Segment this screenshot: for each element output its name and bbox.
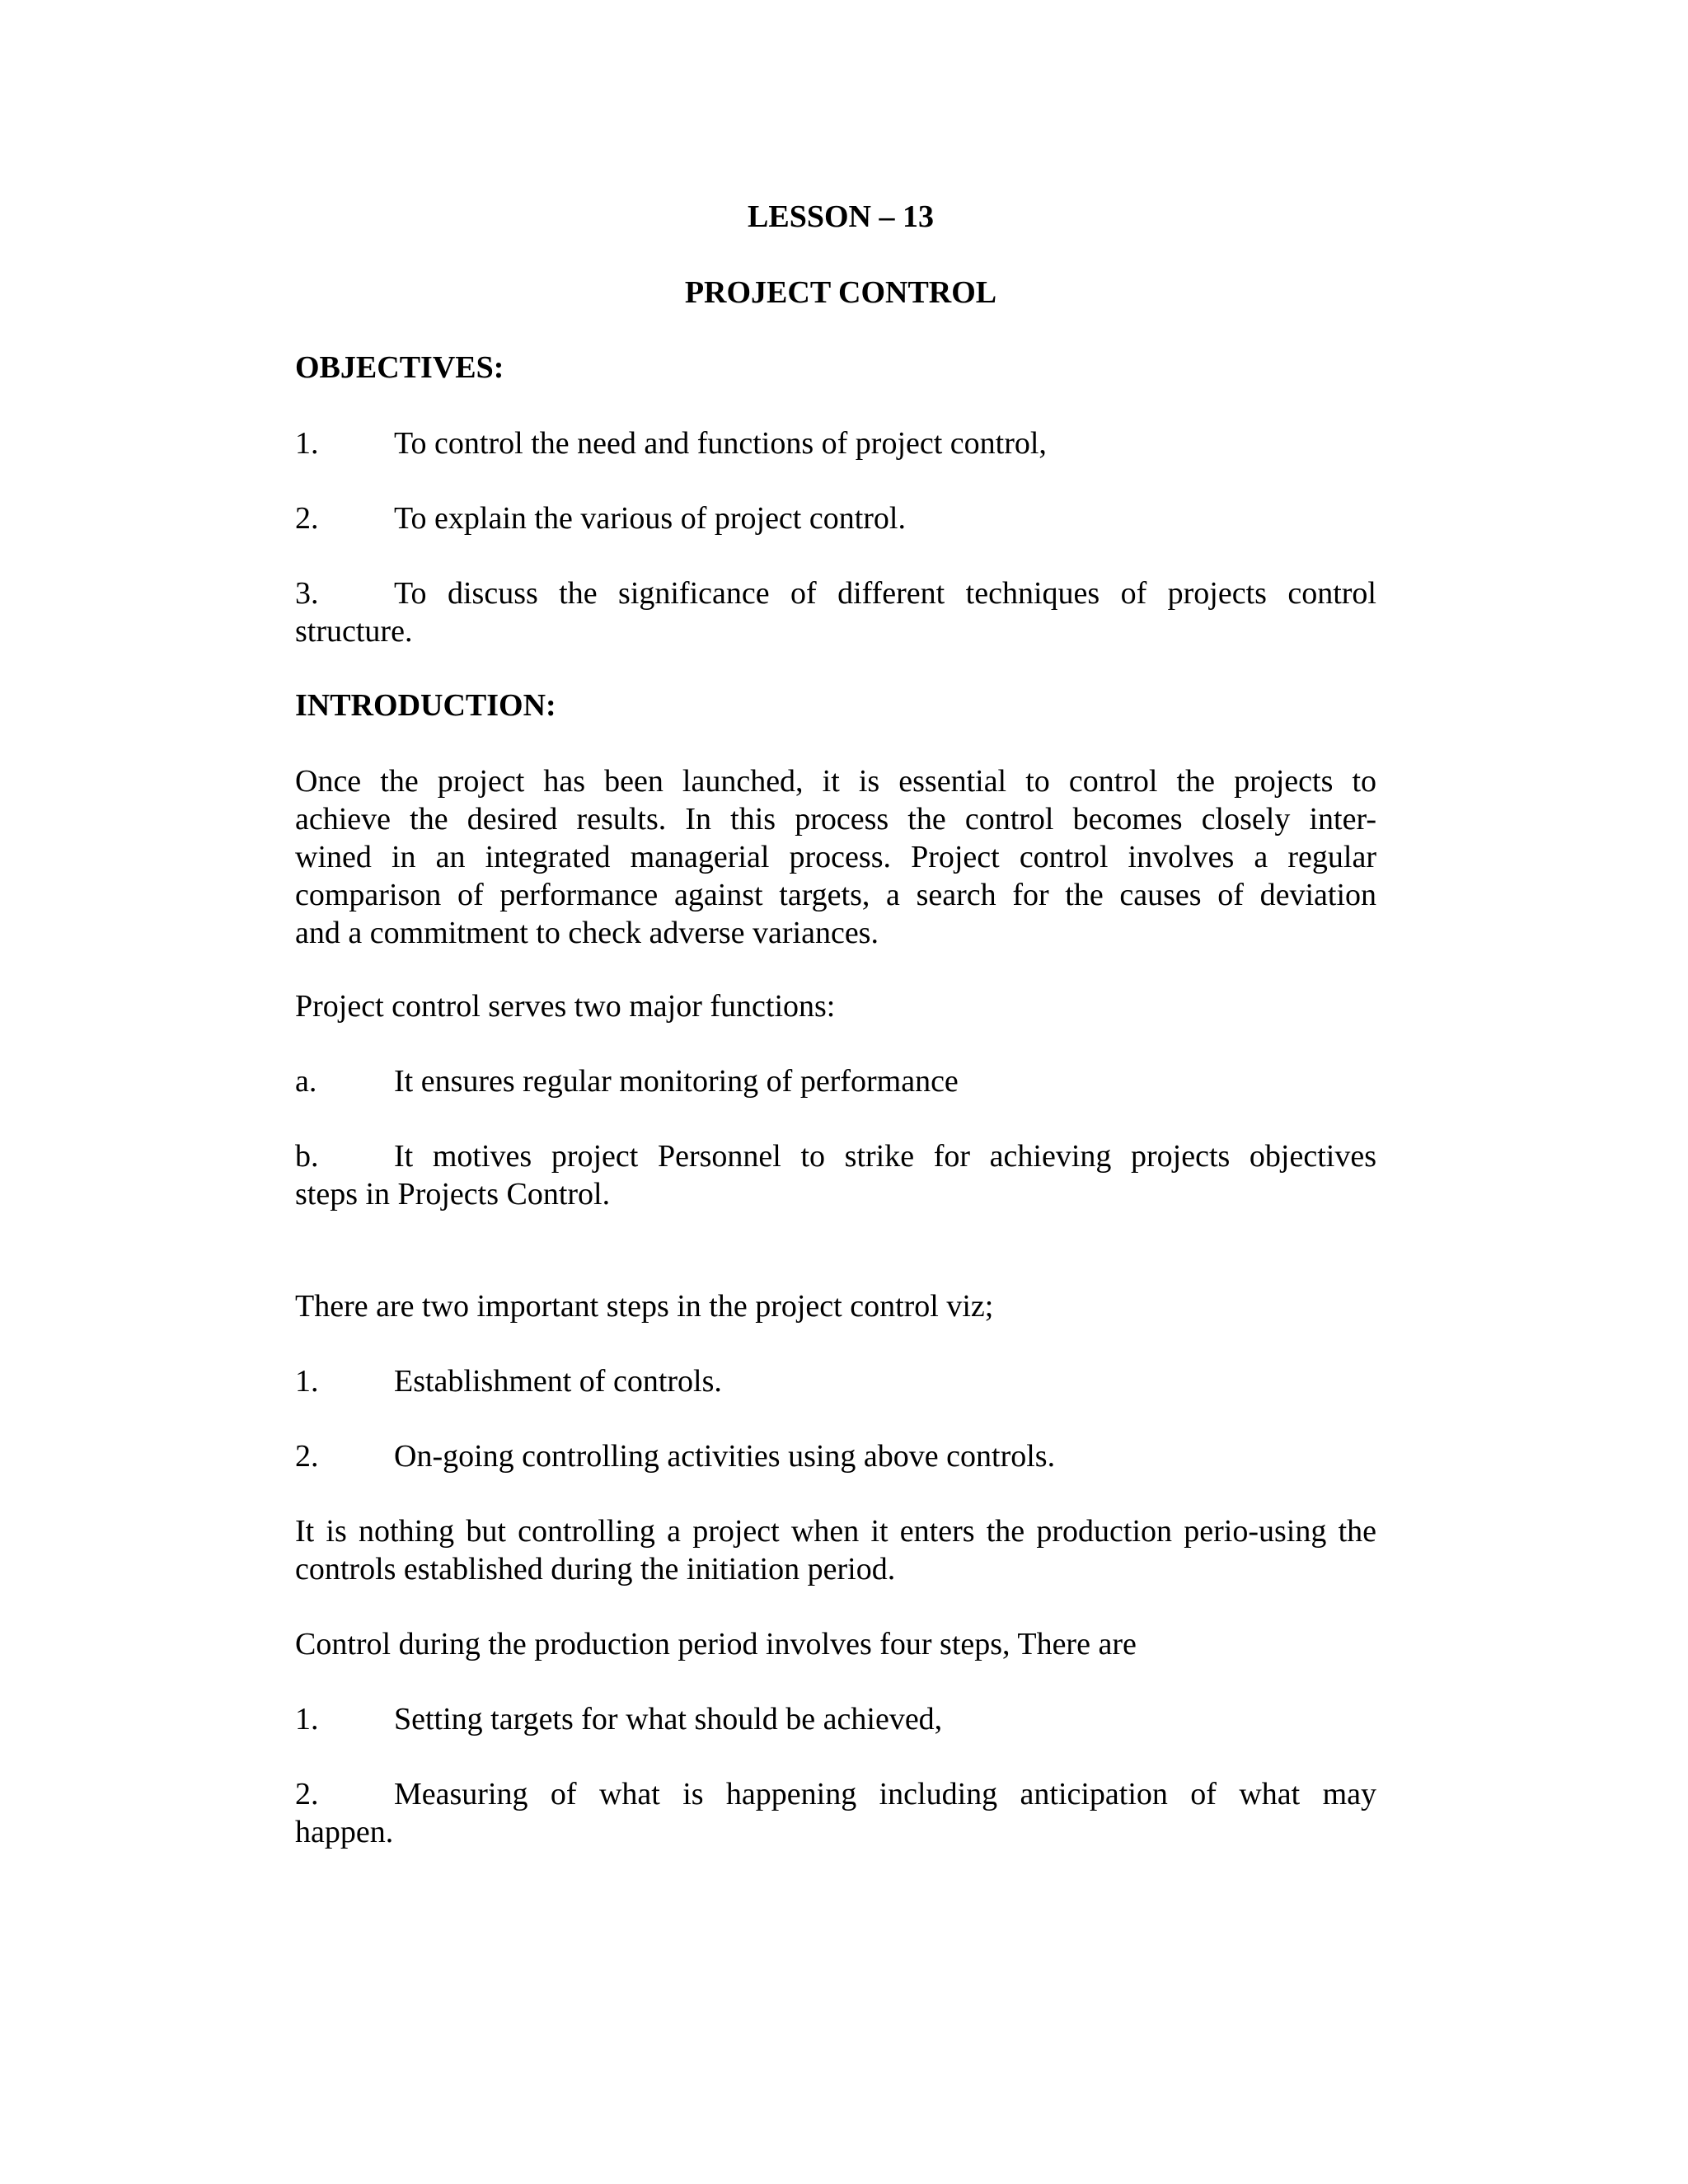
list-marker: a.	[295, 1064, 317, 1099]
list-item-line-1	[295, 1137, 1376, 1175]
list-marker: 1.	[295, 1364, 319, 1399]
chapter-title: PROJECT CONTROL	[684, 275, 997, 310]
list-marker: 2.	[295, 1777, 319, 1811]
production-item-2	[295, 1775, 1376, 1851]
list-item-text: To control the need and functions of project control,	[394, 426, 1047, 461]
list-marker: 2.	[295, 1439, 319, 1474]
paragraph-line: achieve the desired results. In this process the control becomes closely inter-	[295, 802, 1376, 837]
list-item-text: To discuss the significance of different techniques of projects control	[394, 576, 1376, 611]
list-item-text: Establishment of controls.	[394, 1364, 722, 1399]
list-marker: b.	[295, 1139, 319, 1174]
list-item-text: Measuring of what is happening including anticipation of what may	[394, 1777, 1376, 1811]
list-item-text: Setting targets for what should be achieved,	[394, 1702, 943, 1736]
list-item-line-2: steps in Projects Control.	[295, 1177, 611, 1212]
objective-item-2	[295, 499, 1376, 537]
paragraph-line: comparison of performance against targets, a search for the causes of deviation	[295, 878, 1376, 912]
step-item-1	[295, 1362, 1376, 1400]
list-marker: 1.	[295, 426, 319, 461]
lesson-title: LESSON – 13	[748, 199, 934, 234]
paragraph-line: controls established during the initiation period.	[295, 1552, 896, 1586]
objective-item-1	[295, 424, 1376, 462]
paragraph-line: wined in an integrated managerial process. Project control involves a regular	[295, 840, 1376, 874]
list-item-line-1	[295, 574, 1376, 612]
step-item-2	[295, 1437, 1376, 1475]
functions-intro: Project control serves two major functions:	[295, 989, 836, 1024]
list-item-line-1	[295, 1775, 1376, 1813]
steps-intro: There are two important steps in the project control viz;	[295, 1289, 994, 1324]
list-item-line-2: happen.	[295, 1815, 394, 1849]
objectives-heading: OBJECTIVES:	[295, 350, 504, 385]
list-marker: 2.	[295, 501, 319, 536]
list-marker: 3.	[295, 576, 319, 611]
list-item-text: It motives project Personnel to strike for achieving projects objectives	[394, 1139, 1376, 1174]
list-item-line-2: structure.	[295, 614, 413, 649]
list-item-text: To explain the various of project control.	[394, 501, 906, 536]
function-item-b	[295, 1137, 1376, 1213]
production-item-1	[295, 1700, 1376, 1738]
paragraph-line: and a commitment to check adverse variances.	[295, 916, 879, 950]
paragraph-line: Once the project has been launched, it is essential to control the projects to	[295, 764, 1376, 799]
list-marker: 1.	[295, 1702, 319, 1736]
production-paragraph	[295, 1512, 1376, 1588]
list-item-text: It ensures regular monitoring of performance	[394, 1064, 959, 1099]
introduction-paragraph	[295, 762, 1376, 952]
paragraph-line: It is nothing but controlling a project when it enters the production perio-using the	[295, 1514, 1376, 1549]
introduction-heading: INTRODUCTION:	[295, 688, 556, 723]
production-intro: Control during the production period involves four steps, There are	[295, 1627, 1137, 1661]
list-item-text: On-going controlling activities using above controls.	[394, 1439, 1056, 1474]
objective-item-3	[295, 574, 1376, 650]
function-item-a	[295, 1062, 1376, 1100]
